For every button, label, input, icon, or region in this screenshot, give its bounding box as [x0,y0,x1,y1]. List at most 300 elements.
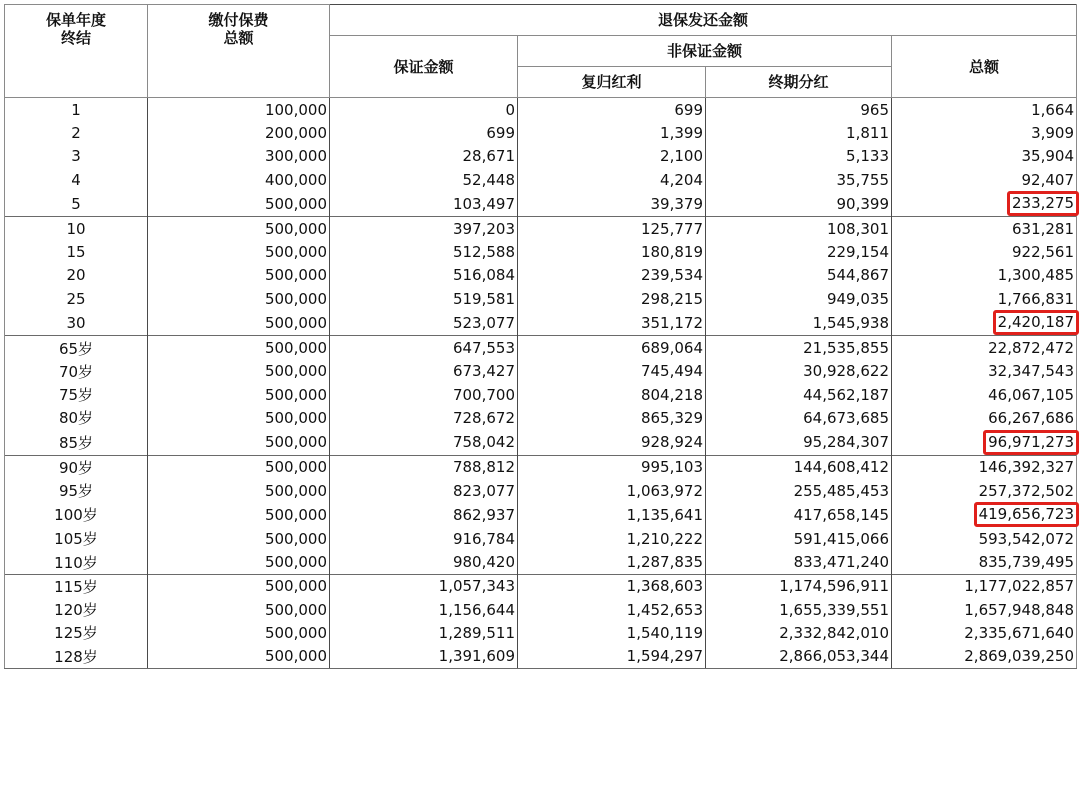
cell-total [892,336,1077,360]
header-policy-year-line2: 终结 [60,29,91,47]
cell-policy-year-value: 80岁 [58,409,94,428]
cell-total-premium [148,598,330,621]
cell-policy-year [5,645,148,669]
cell-terminal-dividend-value: 255,485,453 [793,481,889,500]
cell-policy-year [5,168,148,191]
cell-reversionary-bonus [518,527,706,550]
cell-reversionary-bonus-value: 804,218 [640,385,703,404]
cell-total-premium-value: 500,000 [264,600,327,619]
cell-policy-year [5,145,148,168]
cell-guaranteed-amount [330,336,518,360]
cell-policy-year [5,621,148,644]
cell-reversionary-bonus [518,240,706,263]
cell-total [892,430,1077,456]
cell-total-premium [148,121,330,144]
cell-total-premium-value: 500,000 [264,529,327,548]
cell-terminal-dividend-value: 417,658,145 [793,505,889,524]
cell-policy-year [5,336,148,360]
cell-policy-year-value: 65岁 [58,339,94,358]
cell-terminal-dividend [706,550,892,574]
table-row [5,502,1077,527]
cell-guaranteed-amount [330,310,518,336]
cell-terminal-dividend [706,527,892,550]
cell-terminal-dividend [706,574,892,598]
cell-guaranteed-amount [330,168,518,191]
cell-total-value: 631,281 [1011,219,1075,238]
cell-policy-year-value: 30 [66,313,86,332]
table-row [5,406,1077,429]
cell-policy-year [5,550,148,574]
cell-policy-year [5,121,148,144]
cell-policy-year-value: 5 [71,194,81,213]
cell-total-premium-value: 500,000 [264,408,327,427]
cell-total-premium [148,336,330,360]
table-row [5,360,1077,383]
cell-total-premium [148,310,330,336]
cell-reversionary-bonus [518,645,706,669]
cell-policy-year-value: 25 [66,289,86,308]
cell-terminal-dividend-value: 1,655,339,551 [779,600,889,619]
cell-total-premium-value: 500,000 [264,194,327,213]
cell-total-value: 1,177,022,857 [964,577,1075,596]
highlighted-total-value: 96,971,273 [983,430,1079,455]
cell-total-premium [148,527,330,550]
table-row [5,645,1077,669]
cell-total-premium [148,145,330,168]
cell-guaranteed-amount [330,502,518,527]
cell-reversionary-bonus [518,383,706,406]
cell-terminal-dividend-value: 833,471,240 [793,553,889,572]
cell-total-value: 2,335,671,640 [964,623,1075,642]
cell-total-value: 46,067,105 [988,385,1075,404]
cell-total-premium [148,217,330,241]
cell-terminal-dividend [706,121,892,144]
cell-guaranteed-amount-value: 519,581 [452,289,515,308]
cell-terminal-dividend [706,217,892,241]
cell-guaranteed-amount [330,121,518,144]
header-reversionary-bonus: 复归红利 [518,67,706,98]
cell-guaranteed-amount [330,217,518,241]
table-row [5,217,1077,241]
cell-total-premium-value: 500,000 [264,553,327,572]
cell-total-premium [148,455,330,479]
cell-reversionary-bonus [518,502,706,527]
cell-policy-year [5,502,148,527]
cell-terminal-dividend-value: 229,154 [826,243,889,262]
cell-terminal-dividend-value: 35,755 [836,170,889,189]
cell-reversionary-bonus-value: 1,452,653 [626,600,703,619]
table-row [5,191,1077,217]
cell-total-premium [148,430,330,456]
cell-total [892,240,1077,263]
cell-guaranteed-amount [330,645,518,669]
cell-guaranteed-amount-value: 1,057,343 [438,577,515,596]
cell-total-value: 593,542,072 [978,529,1075,548]
cell-terminal-dividend [706,479,892,502]
cell-total-value: 22,872,472 [988,339,1075,358]
cell-total-premium-value: 500,000 [264,433,327,452]
cell-reversionary-bonus-value: 995,103 [640,458,703,477]
cell-reversionary-bonus-value: 1,135,641 [626,505,703,524]
cell-reversionary-bonus [518,455,706,479]
cell-policy-year-value: 2 [71,123,81,142]
cell-total [892,645,1077,669]
cell-policy-year-value: 128岁 [54,647,98,666]
cell-guaranteed-amount-value: 512,588 [452,243,515,262]
cell-guaranteed-amount [330,479,518,502]
cell-terminal-dividend-value: 544,867 [826,266,889,285]
cell-reversionary-bonus-value: 1,399 [660,123,703,142]
cell-total-value: 66,267,686 [988,408,1075,427]
cell-policy-year [5,598,148,621]
cell-total-value: 1,766,831 [997,289,1075,308]
cell-guaranteed-amount [330,287,518,310]
cell-guaranteed-amount [330,430,518,456]
cell-total-premium-value: 400,000 [264,170,327,189]
cell-terminal-dividend-value: 64,673,685 [803,408,889,427]
cell-guaranteed-amount-value: 397,203 [452,219,515,238]
cell-policy-year-value: 125岁 [54,624,98,643]
cell-guaranteed-amount-value: 516,084 [452,266,515,285]
cell-guaranteed-amount [330,98,518,122]
cell-total-premium-value: 300,000 [264,147,327,166]
cell-reversionary-bonus [518,168,706,191]
table-row [5,145,1077,168]
cell-reversionary-bonus [518,430,706,456]
cell-policy-year-value: 90岁 [58,458,94,477]
cell-total-premium [148,502,330,527]
cell-terminal-dividend-value: 95,284,307 [803,433,889,452]
cell-terminal-dividend [706,287,892,310]
cell-policy-year-value: 3 [71,147,81,166]
header-total-premium [148,5,330,98]
cell-guaranteed-amount [330,360,518,383]
cell-total-premium-value: 500,000 [264,577,327,596]
cell-total-premium [148,574,330,598]
table-row [5,287,1077,310]
header-non-guaranteed-amount: 非保证金额 [518,36,892,67]
cell-terminal-dividend-value: 591,415,066 [793,529,889,548]
cell-terminal-dividend [706,191,892,217]
cell-terminal-dividend [706,621,892,644]
cell-reversionary-bonus-value: 1,210,222 [626,529,703,548]
cell-total [892,310,1077,336]
cell-terminal-dividend-value: 90,399 [836,194,889,213]
cell-total-premium-value: 500,000 [264,266,327,285]
surrender-value-table [4,4,1077,669]
surrender-value-table-container [4,4,1076,669]
cell-reversionary-bonus [518,98,706,122]
cell-terminal-dividend [706,383,892,406]
cell-terminal-dividend [706,455,892,479]
cell-policy-year-value: 120岁 [54,601,98,620]
cell-guaranteed-amount-value: 1,391,609 [438,647,515,666]
cell-guaranteed-amount-value: 52,448 [462,170,515,189]
cell-total-premium [148,264,330,287]
cell-total-value: 2,869,039,250 [964,647,1075,666]
header-terminal-dividend: 终期分红 [706,67,892,98]
cell-guaranteed-amount-value: 788,812 [452,458,515,477]
cell-total-value: 257,372,502 [978,481,1075,500]
cell-total-premium [148,550,330,574]
cell-guaranteed-amount [330,383,518,406]
cell-reversionary-bonus-value: 125,777 [640,219,703,238]
cell-total-value: 35,904 [1021,147,1075,166]
cell-total-premium [148,621,330,644]
cell-reversionary-bonus-value: 1,594,297 [626,647,703,666]
cell-total-value: 146,392,327 [978,458,1075,477]
cell-reversionary-bonus [518,310,706,336]
cell-reversionary-bonus-value: 928,924 [640,433,703,452]
cell-reversionary-bonus [518,406,706,429]
cell-terminal-dividend-value: 21,535,855 [803,339,889,358]
cell-total-premium-value: 500,000 [264,339,327,358]
table-row [5,168,1077,191]
cell-terminal-dividend-value: 108,301 [826,219,889,238]
cell-guaranteed-amount [330,550,518,574]
cell-terminal-dividend [706,406,892,429]
cell-guaranteed-amount-value: 0 [505,100,515,119]
cell-guaranteed-amount-value: 916,784 [452,529,515,548]
cell-total-premium-value: 500,000 [264,458,327,477]
cell-guaranteed-amount-value: 1,289,511 [438,623,515,642]
cell-guaranteed-amount [330,240,518,263]
cell-policy-year-value: 110岁 [54,553,98,572]
cell-policy-year [5,406,148,429]
cell-total-value: 1,664 [1031,100,1075,119]
cell-terminal-dividend [706,240,892,263]
cell-guaranteed-amount-value: 728,672 [452,408,515,427]
cell-total-premium [148,240,330,263]
cell-terminal-dividend [706,336,892,360]
highlighted-total-value: 233,275 [1007,191,1079,216]
cell-terminal-dividend [706,264,892,287]
cell-guaranteed-amount-value: 103,497 [452,194,515,213]
header-total-premium-line1: 缴付保费 [208,11,269,29]
cell-terminal-dividend [706,430,892,456]
cell-guaranteed-amount [330,574,518,598]
cell-guaranteed-amount [330,598,518,621]
cell-terminal-dividend-value: 965 [860,100,889,119]
cell-total-premium [148,191,330,217]
table-row [5,455,1077,479]
cell-total [892,527,1077,550]
header-policy-year-line1: 保单年度 [45,11,106,29]
cell-reversionary-bonus-value: 1,287,835 [626,553,703,572]
cell-reversionary-bonus [518,145,706,168]
cell-guaranteed-amount [330,264,518,287]
cell-reversionary-bonus [518,621,706,644]
cell-guaranteed-amount-value: 647,553 [452,339,515,358]
cell-policy-year-value: 4 [71,170,81,189]
table-row [5,98,1077,122]
cell-reversionary-bonus [518,264,706,287]
cell-policy-year [5,310,148,336]
table-row [5,621,1077,644]
table-row [5,550,1077,574]
cell-total [892,168,1077,191]
cell-total [892,502,1077,527]
cell-total-premium-value: 500,000 [264,481,327,500]
cell-policy-year [5,98,148,122]
cell-reversionary-bonus-value: 2,100 [660,147,703,166]
cell-total-premium [148,168,330,191]
cell-total-premium-value: 500,000 [264,505,327,524]
cell-terminal-dividend-value: 2,866,053,344 [779,647,889,666]
cell-reversionary-bonus [518,217,706,241]
cell-total-premium [148,287,330,310]
cell-policy-year-value: 95岁 [58,482,94,500]
cell-guaranteed-amount-value: 523,077 [452,313,515,332]
cell-total-premium [148,479,330,502]
cell-reversionary-bonus [518,287,706,310]
cell-guaranteed-amount [330,621,518,644]
cell-policy-year-value: 20 [66,266,86,285]
cell-reversionary-bonus-value: 689,064 [640,339,703,358]
cell-total [892,550,1077,574]
cell-guaranteed-amount-value: 980,420 [452,553,515,572]
cell-total [892,479,1077,502]
cell-terminal-dividend [706,502,892,527]
cell-total [892,621,1077,644]
cell-policy-year [5,360,148,383]
cell-total-premium-value: 200,000 [264,123,327,142]
cell-policy-year-value: 1 [71,100,81,119]
cell-total-value: 922,561 [1011,243,1075,262]
cell-policy-year [5,287,148,310]
cell-reversionary-bonus [518,479,706,502]
cell-reversionary-bonus-value: 699 [674,100,703,119]
cell-policy-year-value: 70岁 [58,362,94,381]
cell-policy-year [5,479,148,502]
cell-policy-year-value: 105岁 [54,530,98,549]
table-row [5,574,1077,598]
table-header [5,5,1077,98]
cell-reversionary-bonus-value: 1,063,972 [626,481,703,500]
cell-policy-year [5,240,148,263]
cell-terminal-dividend [706,98,892,122]
cell-guaranteed-amount [330,191,518,217]
cell-reversionary-bonus-value: 1,540,119 [626,623,703,642]
cell-reversionary-bonus-value: 239,534 [640,266,703,285]
cell-total-premium-value: 500,000 [264,385,327,404]
cell-policy-year-value: 85岁 [58,433,94,452]
cell-total-value: 1,300,485 [997,266,1075,285]
cell-policy-year [5,217,148,241]
cell-terminal-dividend-value: 2,332,842,010 [779,623,889,642]
header-surrender-amount: 退保发还金额 [330,5,1077,36]
cell-total-value: 1,657,948,848 [964,600,1075,619]
cell-guaranteed-amount [330,406,518,429]
cell-guaranteed-amount [330,455,518,479]
table-row [5,598,1077,621]
cell-policy-year [5,191,148,217]
cell-reversionary-bonus [518,574,706,598]
cell-policy-year [5,383,148,406]
cell-policy-year-value: 115岁 [54,577,98,596]
cell-policy-year [5,527,148,550]
cell-terminal-dividend [706,145,892,168]
cell-total [892,191,1077,217]
cell-total-premium-value: 500,000 [264,623,327,642]
header-total: 总额 [892,36,1077,98]
cell-terminal-dividend-value: 44,562,187 [803,385,889,404]
cell-reversionary-bonus-value: 1,368,603 [626,577,703,596]
cell-guaranteed-amount [330,145,518,168]
cell-terminal-dividend-value: 1,811 [846,123,889,142]
cell-reversionary-bonus [518,336,706,360]
cell-guaranteed-amount-value: 28,671 [462,147,515,166]
cell-reversionary-bonus-value: 865,329 [640,408,703,427]
cell-guaranteed-amount-value: 673,427 [452,362,515,381]
cell-reversionary-bonus-value: 180,819 [640,243,703,262]
highlighted-total-value: 2,420,187 [993,310,1079,335]
cell-total [892,406,1077,429]
cell-total-value: 835,739,495 [978,553,1075,572]
table-row [5,383,1077,406]
cell-guaranteed-amount-value: 862,937 [452,505,515,524]
cell-terminal-dividend-value: 5,133 [846,147,889,166]
cell-reversionary-bonus-value: 298,215 [640,289,703,308]
cell-reversionary-bonus [518,360,706,383]
table-row [5,430,1077,456]
cell-total-premium [148,98,330,122]
cell-guaranteed-amount-value: 823,077 [452,481,515,500]
cell-total [892,455,1077,479]
cell-total-premium-value: 500,000 [264,647,327,666]
cell-reversionary-bonus [518,550,706,574]
cell-total [892,121,1077,144]
cell-terminal-dividend [706,310,892,336]
cell-reversionary-bonus-value: 351,172 [640,313,703,332]
cell-guaranteed-amount-value: 699 [486,123,515,142]
header-guaranteed-amount: 保证金额 [330,36,518,98]
cell-total [892,98,1077,122]
table-row [5,310,1077,336]
cell-guaranteed-amount-value: 758,042 [452,433,515,452]
cell-total [892,574,1077,598]
cell-guaranteed-amount [330,527,518,550]
table-row [5,240,1077,263]
cell-total [892,383,1077,406]
cell-policy-year-value: 15 [66,243,86,262]
cell-total-premium-value: 500,000 [264,243,327,262]
cell-policy-year [5,574,148,598]
cell-total [892,598,1077,621]
table-row [5,527,1077,550]
cell-terminal-dividend-value: 1,545,938 [812,313,889,332]
cell-terminal-dividend [706,360,892,383]
cell-total-premium [148,406,330,429]
cell-policy-year [5,264,148,287]
cell-reversionary-bonus-value: 745,494 [640,362,703,381]
cell-reversionary-bonus [518,121,706,144]
cell-reversionary-bonus [518,598,706,621]
table-body [5,98,1077,669]
cell-total-premium-value: 500,000 [264,219,327,238]
cell-total [892,360,1077,383]
table-row [5,264,1077,287]
cell-total [892,264,1077,287]
cell-policy-year [5,455,148,479]
cell-total-value: 92,407 [1021,170,1075,189]
table-row [5,336,1077,360]
header-total-premium-line2: 总额 [223,29,254,47]
cell-terminal-dividend-value: 144,608,412 [793,458,889,477]
cell-total [892,287,1077,310]
cell-policy-year [5,430,148,456]
cell-guaranteed-amount-value: 700,700 [452,385,515,404]
